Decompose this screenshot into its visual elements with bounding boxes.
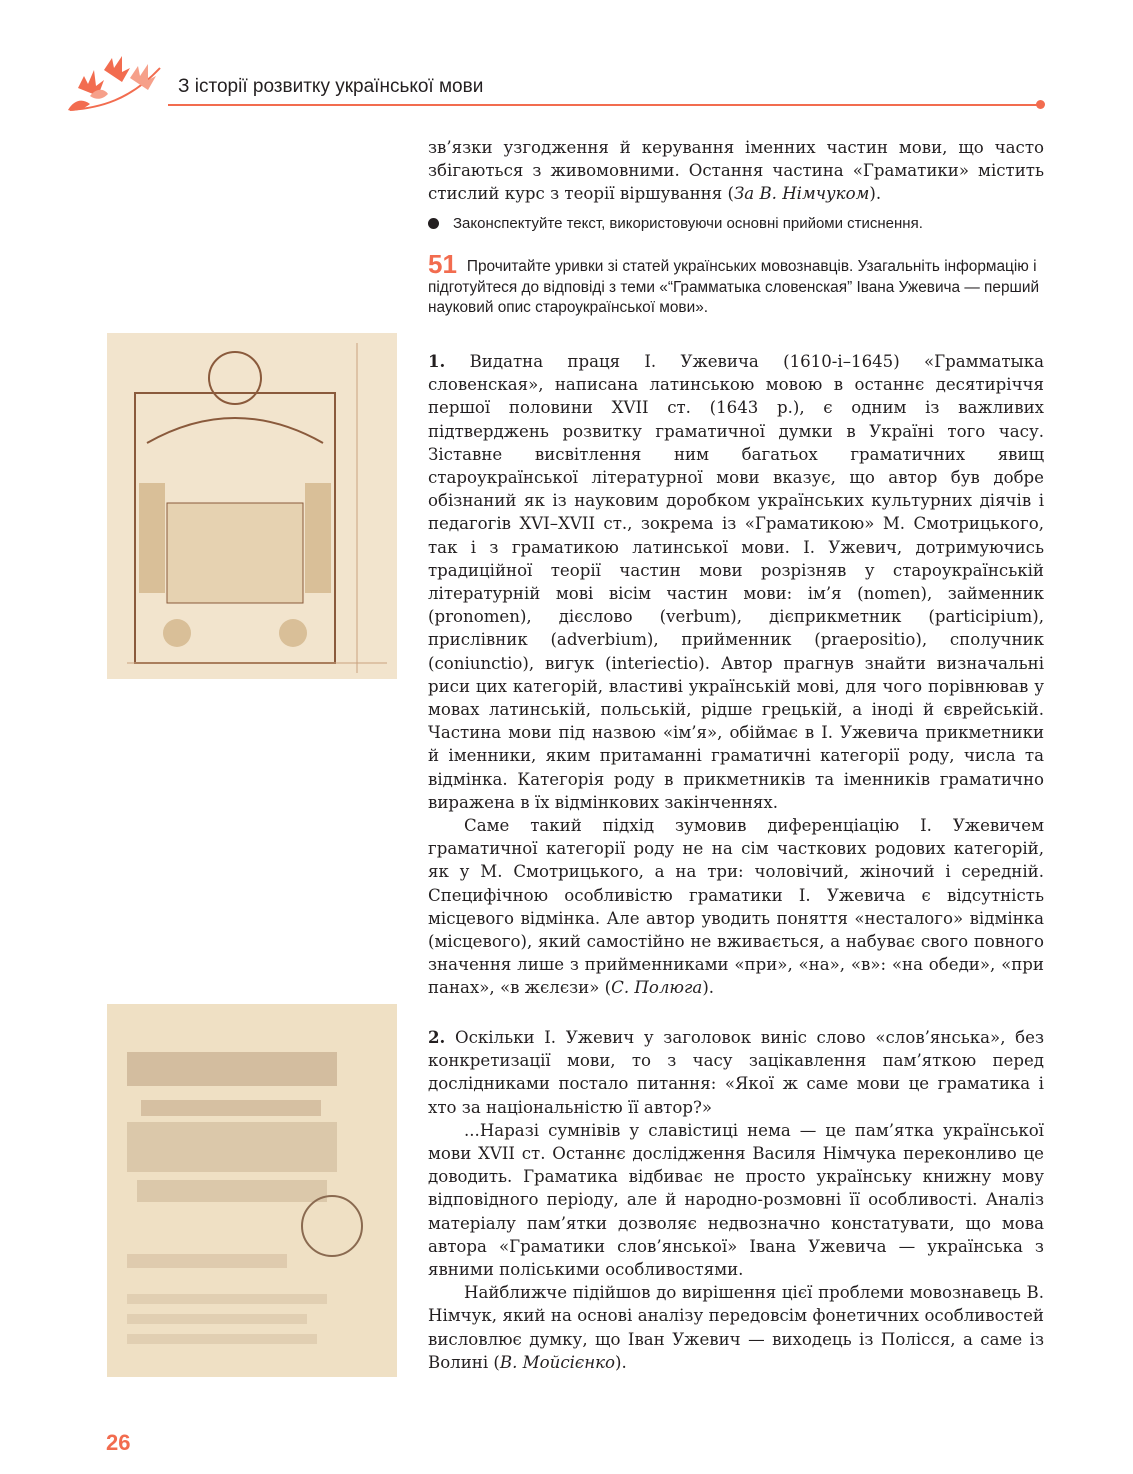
section-1 <box>428 350 1044 1000</box>
section-2-number: 2. <box>428 1027 446 1047</box>
bullet-task-text: Законспектуйте текст, використовуючи основні прийоми стиснення. <box>453 215 923 232</box>
intro-end: ). <box>869 184 882 204</box>
intro-paragraph <box>428 136 1044 206</box>
section-1-end: ). <box>702 978 715 998</box>
header-divider-dot <box>1036 100 1045 109</box>
grammar-title-page-image-2 <box>107 1004 397 1377</box>
section-2-paragraph-2: ...Наразі сумнівів у славістиці нема — це пам’ятка української мови XVII ст. Останнє дослідження Василя Німчука переконливо це доводить. Граматика відбиває не просто українську книжну мову відповідного періоду, але й народно-розмовні її особливості. Аналіз матеріалу пам’ятки дозволяє недвозначно констатувати, що мова автора «Граматики слов’янської» Івана Ужевича — українська з явними поліськими особливостями. <box>428 1120 1044 1280</box>
page-number: 26 <box>106 1430 131 1455</box>
exercise-block <box>428 249 1044 319</box>
section-1-source: С. Полюга <box>611 978 703 998</box>
section-1-paragraph-2: Саме такий підхід зумовив диференціацію І. Ужевичем граматичної категорії роду не на сім часткових родових категорій, як у М. Смотрицького, а на три: чоловічий, жіночий і середній. Специфічною особливістю граматики І. Ужевича є відсутність місцевого відмінка. Але автор уводить поняття «несталого» відмінка (місцевого), який самостійно не вживається, а набуває свого повного значення лише з прийменниками «при», «на», «в»: «на обеди», «при панах», «в жєлєзи» ( <box>428 816 1044 998</box>
section-2-source: В. Мойсієнко <box>499 1352 616 1372</box>
page-header <box>0 0 1133 120</box>
flower-logo-icon <box>60 48 170 118</box>
header-divider <box>168 104 1040 106</box>
section-1-number: 1. <box>428 351 446 371</box>
section-2-paragraph-3: Найближче підійшов до вирішення цієї проблеми мовознавець В. Німчук, який на основі аналізу передовсім фонетичних особливостей висловлює думку, що Іван Ужевич — виходець із Полісся, а саме із Волині ( <box>428 1283 1044 1372</box>
exercise-number: 51 <box>428 249 457 279</box>
section-2 <box>428 1026 1044 1374</box>
header-title: З історії розвитку української мови <box>178 76 484 97</box>
section-2-end: ). <box>615 1352 627 1372</box>
bullet-icon <box>428 218 439 229</box>
section-2-paragraph-1: Оскільки І. Ужевич у заголовок виніс слово «слов’янська», без конкретизації мови, то з часу зацікавлення пам’яткою перед дослідниками постало питання: «Якої ж саме мови це граматика і хто за національністю її автор?» <box>428 1028 1045 1117</box>
section-1-paragraph-1: Видатна праця І. Ужевича (1610-і–1645) «Грамматыка словенская», написана латинською мовою в останнє десятиріччя першої половини XVII ст. (1643 р.), є одним із важливих підтверджень розвитку граматичної думки в Україні того часу. Зіставне висвітлення ним багатьох граматичних явищ староукраїнської літературної мови вказує, що автор був добре обізнаний як із науковим доробком українських культурних діячів і педагогів XVI–XVII ст., зокрема із «Граматикою» М. Смотрицького, так і з граматикою латинської мови. І. Ужевич, дотримуючись традиційної теорії частин мови розрізняв у староукраїнській літературній мові вісім частин мови: ім’я (nomen), займенник (pronomen), дієслово (verbum), дієприкметник (participium), прислівник (adverbium), прийменник (praepositio), сполучник (coniunctio), вигук (interiectio). Автор прагнув знайти визначальні риси цих категорій, властиві українській мові, для чого порівнював у мовах латинській, польській, рідше грецькій, а іноді й єврейській. Частина мови під назвою «ім’я», обіймає в І. Ужевича прикметники й іменники, яким притаманні граматичні категорії роду, числа та відмінка. Категорія роду в прикметників та іменників граматично виражена в їх відмінкових закінченнях. <box>428 352 1044 812</box>
exercise-text: Прочитайте уривки зі статей українських мовознавців. Узагальніть інформацію і підготуйтеся до відповіді з теми «“Грамматыка словенская” Івана Ужевича — перший науковий опис староукраїнської мови». <box>428 258 1040 316</box>
intro-source: За В. Німчуком <box>733 184 870 204</box>
bullet-task <box>428 214 1044 234</box>
intro-text: зв’язки узгодження й керування іменних частин мови, що часто збігаються з живомовними. Остання частина «Граматики» містить стислий курс з теорії віршування ( <box>428 138 1044 204</box>
grammar-title-page-image-1 <box>107 333 397 679</box>
